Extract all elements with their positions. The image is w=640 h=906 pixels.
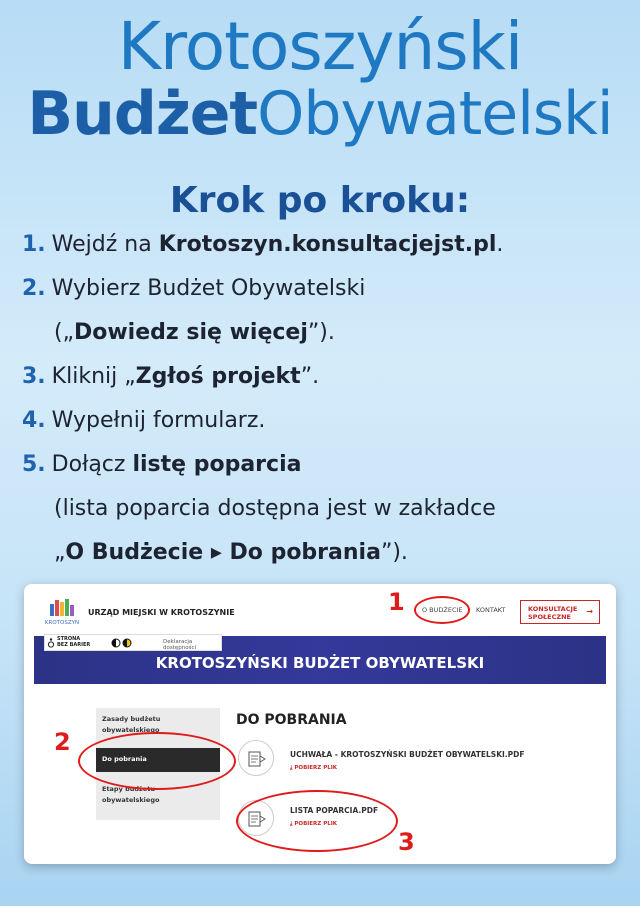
- download-icon: ⤓: [290, 821, 295, 827]
- step-after: .: [496, 232, 504, 257]
- step-2: [22, 272, 622, 316]
- nav-o-budzecie[interactable]: O BUDŻECIE: [422, 606, 463, 614]
- accessibility-label[interactable]: [57, 636, 90, 648]
- step-number: 1.: [22, 232, 46, 257]
- step-4: [22, 404, 622, 448]
- step-3: [22, 360, 622, 404]
- title-line-1: Krotoszyński: [117, 8, 523, 85]
- wheelchair-icon[interactable]: [47, 638, 56, 648]
- step-1: [22, 228, 622, 272]
- konsultacje-button[interactable]: [520, 600, 600, 624]
- step-number: 5.: [22, 452, 46, 477]
- logo-text: KROTOSZYN: [44, 620, 80, 626]
- title-obywatelski: Obywatelski: [257, 79, 613, 149]
- step-before: „: [54, 540, 66, 565]
- sidebar-item-label: Do pobrania: [102, 755, 147, 763]
- step-text: Wejdź na: [51, 232, 159, 257]
- accessibility-bar: [44, 634, 222, 651]
- title-line-2: [0, 79, 640, 149]
- sidebar-item-label: Etapy budżetu: [102, 785, 155, 793]
- site-header: [24, 584, 616, 634]
- accessibility-line2: BEZ BARIER: [57, 642, 91, 648]
- konsultacje-line1: KONSULTACJE: [528, 605, 578, 613]
- krotoszyn-logo-icon[interactable]: [44, 596, 80, 626]
- annotation-number-1: 1: [388, 588, 405, 616]
- step-text: Wybierz Budżet Obywatelski: [51, 276, 366, 301]
- annotation-number-3: 3: [398, 828, 415, 856]
- sidebar-item-label: Zasady budżetu: [102, 715, 161, 723]
- accessibility-line1: STRONA: [57, 636, 81, 642]
- step-number: 2.: [22, 276, 46, 301]
- step-after: ”).: [380, 540, 408, 565]
- sidebar-item-label: obywatelskiego: [102, 726, 160, 734]
- step-bold: Krotoszyn.konsultacjejst.pl: [158, 232, 497, 257]
- step-before: („: [54, 320, 74, 345]
- step-after: ”.: [300, 364, 320, 389]
- website-screenshot: [24, 584, 616, 864]
- title-budzet: Budżet: [27, 79, 258, 149]
- document-icon[interactable]: [238, 740, 274, 776]
- step-bold: O Budżecie ▸ Do pobrania: [65, 540, 381, 565]
- contrast-icon[interactable]: [111, 638, 133, 648]
- step-text: Wypełnij formularz.: [51, 408, 266, 433]
- konsultacje-line2: SPOŁECZNE: [528, 613, 571, 621]
- step-number: 3.: [22, 364, 46, 389]
- step-bold: Zgłoś projekt: [135, 364, 301, 389]
- nav-kontakt[interactable]: KONTAKT: [476, 606, 506, 614]
- download-link-label: POBIERZ PLIK: [294, 765, 338, 771]
- downloads-title: DO POBRANIA: [236, 712, 347, 728]
- annotation-circle-3: [236, 790, 398, 852]
- download-icon: ⤓: [290, 765, 295, 771]
- step-text: Dołącz: [51, 452, 133, 477]
- step-bold: listę poparcia: [132, 452, 302, 477]
- step-text: (lista poparcia dostępna jest w zakładce: [54, 496, 496, 521]
- annotation-circle-2: [78, 732, 236, 790]
- file-name-uchwala: UCHWAŁA - KROTOSZYŃSKI BUDŻET OBYWATELSKI.PDF: [290, 750, 525, 759]
- sidebar-item-label: obywatelskiego: [102, 796, 160, 804]
- step-number: 4.: [22, 408, 46, 433]
- arrow-right-icon: →: [586, 607, 593, 616]
- annotation-circle-1: [414, 596, 470, 624]
- step-bold: Dowiedz się więcej: [73, 320, 308, 345]
- urzad-title[interactable]: URZĄD MIEJSKI W KROTOSZYNIE: [88, 608, 235, 617]
- step-5: [22, 448, 622, 492]
- step-5-cont-2: [22, 536, 622, 580]
- subtitle: Krok po kroku:: [169, 180, 471, 221]
- steps-list: [22, 228, 622, 580]
- step-text: Kliknij „: [51, 364, 136, 389]
- step-after: ”).: [307, 320, 335, 345]
- download-link-label: POBIERZ PLIK: [294, 821, 338, 827]
- banner-title: KROTOSZYŃSKI BUDŻET OBYWATELSKI: [155, 654, 485, 672]
- deklaracja-link[interactable]: Deklaracja dostępności: [163, 639, 197, 651]
- annotation-number-2: 2: [54, 728, 71, 756]
- step-5-cont: [22, 492, 622, 536]
- file-name-lista-poparcia: LISTA POPARCIA.PDF: [290, 806, 379, 815]
- step-2-cont: [22, 316, 622, 360]
- download-link-uchwala[interactable]: [290, 765, 337, 772]
